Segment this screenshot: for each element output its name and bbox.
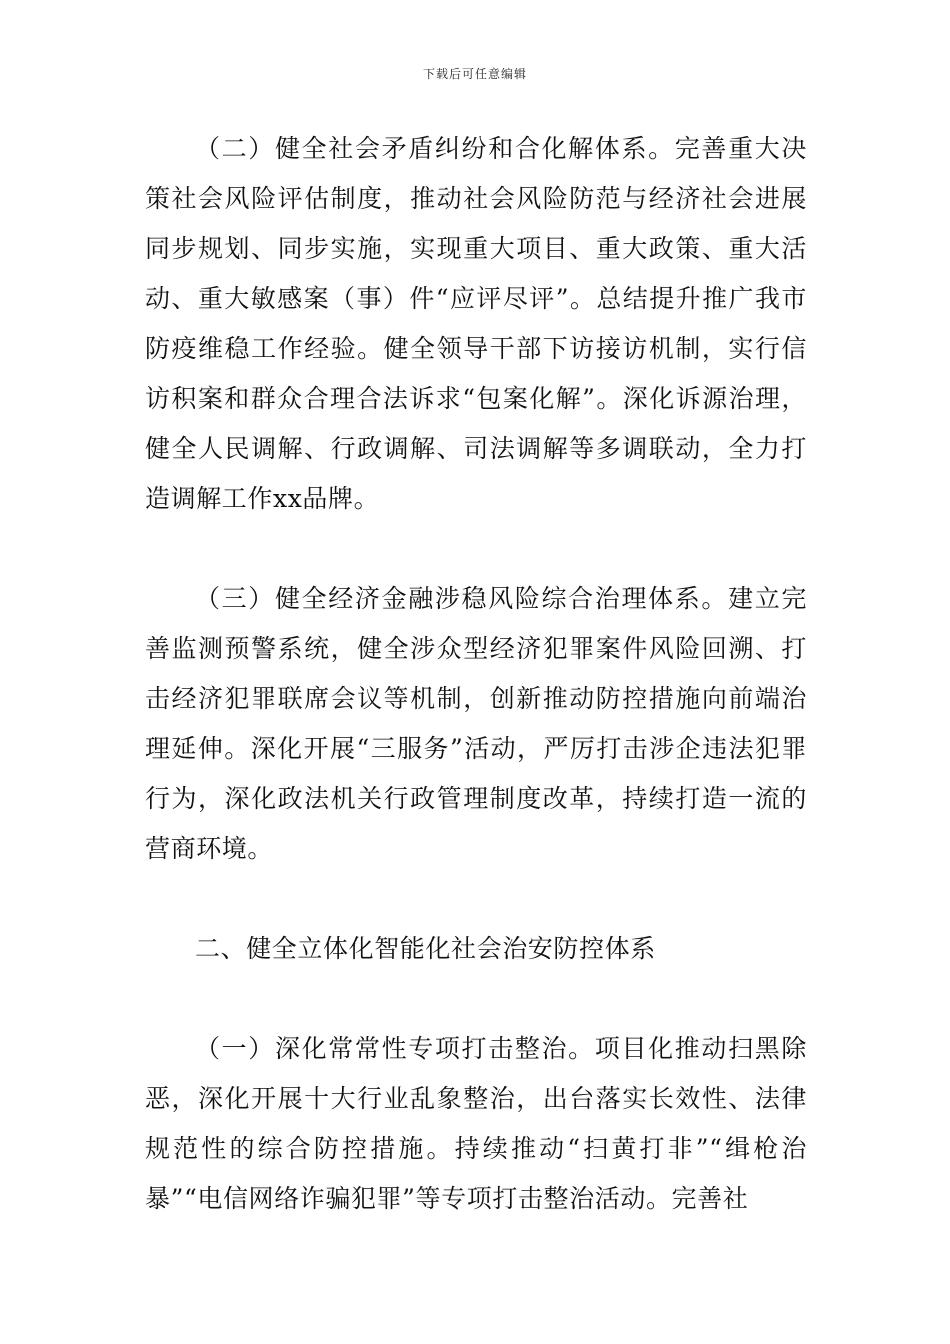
paragraph-financial-risk: （三）健全经济金融涉稳风险综合治理体系。建立完善监测预警系统，健全涉众型经济犯罪案件风险回溯、打击经济犯罪联席会议等机制，创新推动防控措施向前端治理延伸。深化开展“三服务”活动，严厉打击涉企违法犯罪行为，深化政法机关行政管理制度改革，持续打造一流的营商环境。 — [145, 584, 807, 863]
paragraph-conflict-resolution: （二）健全社会矛盾纠纷和合化解体系。完善重大决策社会风险评估制度，推动社会风险防范与经济社会进展同步规划、同步实施，实现重大项目、重大政策、重大活动、重大敏感案（事）件“应评尽评”。总结提升推广我市防疫维稳工作经验。健全领导干部下访接访机制，实行信访积案和群众合理合法诉求“包案化解”。深化诉源治理，健全人民调解、行政调解、司法调解等多调联动，全力打造调解工作xx品牌。 — [145, 134, 807, 513]
section-heading-security-system: 二、健全立体化智能化社会治安防控体系 — [195, 934, 656, 963]
document-body — [145, 124, 807, 1224]
paragraph-special-crackdown: （一）深化常常性专项打击整治。项目化推动扫黑除恶，深化开展十大行业乱象整治，出台落实长效性、法律规范性的综合防控措施。持续推动“扫黄打非”“缉枪治暴”“电信网络诈骗犯罪”等专项打击整治活动。完善社 — [145, 1034, 807, 1213]
page-header-note: 下载后可任意编辑 — [422, 67, 527, 81]
